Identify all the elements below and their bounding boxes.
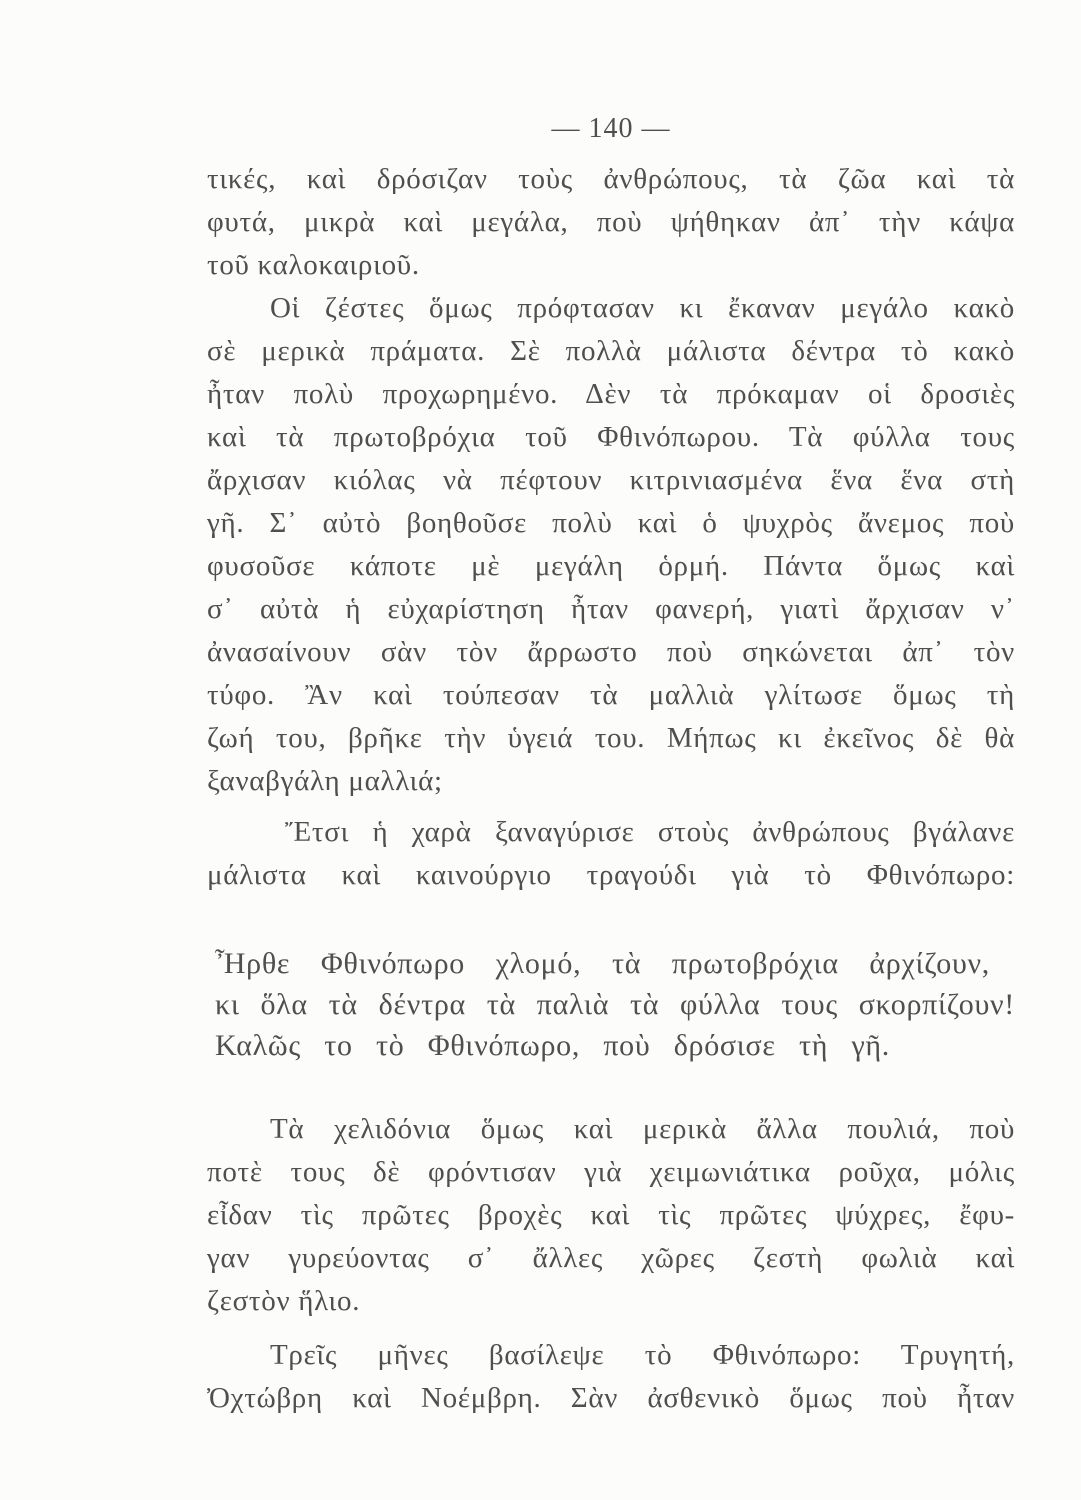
text-line: γῆ. Σ᾿ αὐτὸ βοηθοῦσε πολὺ καὶ ὁ ψυχρὸς ἄνεμος ποὺ [207, 507, 1015, 539]
text-line: ἄρχισαν κιόλας νὰ πέφτουν κιτρινιασμένα ἕνα ἕνα στὴ [207, 464, 1015, 496]
text-line: ζωή του, βρῆκε τὴν ὑγειά του. Μήπως κι ἐκεῖνος δὲ θὰ [207, 722, 1015, 754]
page-body [207, 158, 1015, 1420]
text-line: τικές, καὶ δρόσιζαν τοὺς ἀνθρώπους, τὰ ζῶα καὶ τὰ [207, 163, 1015, 195]
text-line: γαν γυρεύοντας σ᾿ ἄλλες χῶρες ζεστὴ φωλιὰ καὶ [207, 1242, 1015, 1274]
text-line: Ὀχτώβρη καὶ Νοέμβρη. Σὰν ἀσθενικὸ ὅμως ποὺ ἦταν [207, 1382, 1015, 1414]
paragraph [207, 1334, 1015, 1420]
text-line: Τὰ χελιδόνια ὅμως καὶ μερικὰ ἄλλα πουλιά, ποὺ [270, 1113, 1015, 1145]
verse-line: Ἦρθε Φθινόπωρο χλομό, τὰ πρωτοβρόχια ἀρχίζουν, [215, 947, 990, 980]
text-line: καὶ τὰ πρωτοβρόχια τοῦ Φθινόπωρου. Τὰ φύλλα τους [207, 421, 1015, 453]
verse-stanza [215, 943, 1015, 1066]
paragraph [207, 287, 1015, 803]
text-line: ἀνασαίνουν σὰν τὸν ἄρρωστο ποὺ σηκώνεται ἀπ᾿ τὸν [207, 636, 1015, 668]
text-line: Οἱ ζέστες ὅμως πρόφτασαν κι ἔκαναν μεγάλο κακὸ [270, 292, 1015, 324]
verse-line: κι ὅλα τὰ δέντρα τὰ παλιὰ τὰ φύλλα τους σκορπίζουν! [215, 988, 1015, 1021]
text-line: μάλιστα καὶ καινούργιο τραγούδι γιὰ τὸ Φθινόπωρο: [207, 859, 1015, 891]
page-number: — 140 — [551, 113, 671, 144]
paragraph [207, 1108, 1015, 1323]
text-line: φυτά, μικρὰ καὶ μεγάλα, ποὺ ψήθηκαν ἀπ᾿ τὴν κάψα [207, 206, 1015, 238]
text-line: Ἔτσι ἡ χαρὰ ξαναγύρισε στοὺς ἀνθρώπους βγάλανε [285, 816, 1015, 848]
text-line: τύφο. Ἂν καὶ τούπεσαν τὰ μαλλιὰ γλίτωσε ὅμως τὴ [207, 679, 1015, 711]
verse-line: Καλῶς το τὸ Φθινόπωρο, ποὺ δρόσισε τὴ γῆ. [215, 1029, 890, 1062]
text-line: σὲ μερικὰ πράματα. Σὲ πολλὰ μάλιστα δέντρα τὸ κακὸ [207, 335, 1015, 367]
text-line: Τρεῖς μῆνες βασίλεψε τὸ Φθινόπωρο: Τρυγητή, [270, 1339, 1015, 1371]
text-line: ποτὲ τους δὲ φρόντισαν γιὰ χειμωνιάτικα ροῦχα, μόλις [207, 1156, 1015, 1188]
text-line: φυσοῦσε κάποτε μὲ μεγάλη ὁρμή. Πάντα ὅμως καὶ [207, 550, 1015, 582]
text-line: σ᾿ αὐτὰ ἡ εὐχαρίστηση ἦταν φανερή, γιατὶ ἄρχισαν ν᾿ [207, 593, 1015, 625]
text-line: τοῦ καλοκαιριοῦ. [207, 249, 420, 281]
text-line: ἦταν πολὺ προχωρημένο. Δὲν τὰ πρόκαμαν οἱ δροσιὲς [207, 378, 1015, 410]
text-line: εἶδαν τὶς πρῶτες βροχὲς καὶ τὶς πρῶτες ψύχρες, ἔφυ- [207, 1199, 1015, 1231]
paragraph [207, 811, 1015, 897]
text-line: ζεστὸν ἥλιο. [207, 1285, 361, 1317]
text-line: ξαναβγάλη μαλλιά; [207, 765, 443, 797]
paragraph [207, 158, 1015, 287]
